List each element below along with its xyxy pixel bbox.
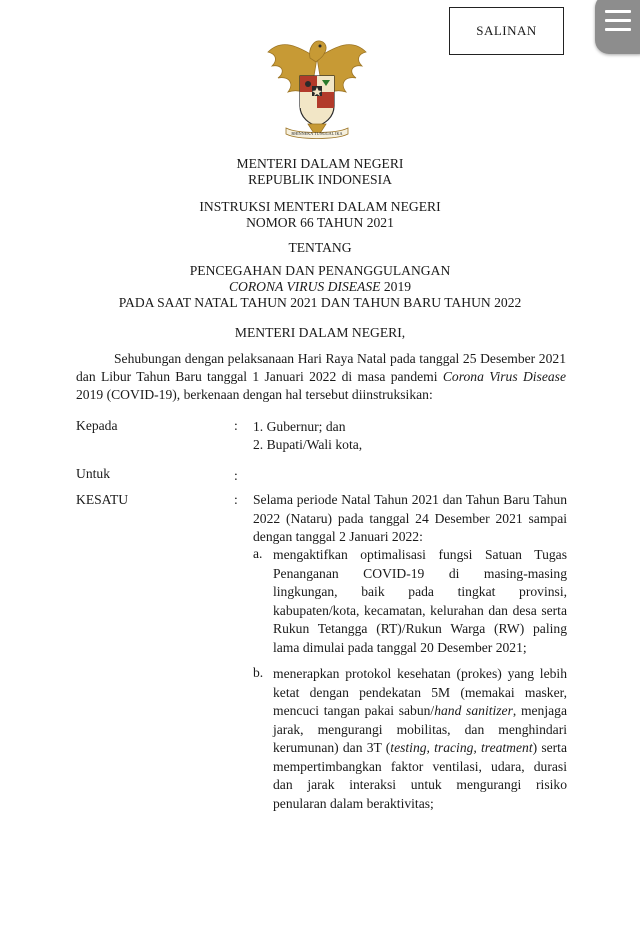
kesatu-colon: : (234, 492, 238, 507)
intro-text-1: Sehubungan dengan pelaksanaan Hari Raya Natal pada tanggal 25 Desember 2021 dan Libur Tahun Baru tanggal 1 Januari 2022 di masa pandemi (76, 351, 566, 384)
kesatu-label: KESATU (76, 492, 129, 507)
item-b-text (273, 665, 567, 813)
item-b-hand-sanitizer: hand sanitizer (434, 703, 513, 718)
tentang-heading: TENTANG (288, 240, 352, 255)
intro-italic: Corona Virus Disease (442, 369, 567, 384)
menu-icon (605, 10, 631, 13)
item-b-label: b. (253, 665, 264, 680)
subject-year: 2019 (380, 279, 412, 294)
untuk-colon: : (234, 468, 238, 483)
subject-line-3: PADA SAAT NATAL TAHUN 2021 DAN TAHUN BARU TAHUN 2022 (118, 295, 522, 310)
item-b-part-1: menerapkan protokol kesehatan (prokes) yang lebih ketat dengan pendekatan 5M (memakai masker, mencuci tangan pakai sabun/ (273, 666, 567, 718)
kepada-item-1: 1. Gubernur; dan (253, 419, 346, 434)
item-b-part-3: , menjaga jarak, mengurangi mobilitas, dan menghindari kerumunan) dan 3T ( (273, 703, 567, 755)
item-a-text: mengaktifkan optimalisasi fungsi Satuan Tugas Penanganan COVID-19 di masing-masing lingkungan, baik pada tingkat provinsi, kabupaten/kota, kecamatan, kelurahan dan desa serta Rukun Tetangga (RT)/Rukun Warga (RW) paling lama dimulai pada tanggal 20 Desember 2021; (273, 547, 567, 655)
header-line-2: REPUBLIK INDONESIA (248, 172, 392, 187)
garuda-emblem (238, 28, 396, 148)
issuer-heading: MENTERI DALAM NEGERI, (234, 325, 406, 340)
intro-paragraph (76, 350, 566, 404)
instruction-number: NOMOR 66 TAHUN 2021 (246, 215, 394, 230)
salinan-label: SALINAN (476, 23, 537, 38)
item-a-label: a. (253, 546, 263, 561)
kepada-label: Kepada (76, 418, 118, 433)
menu-icon-line (605, 19, 631, 22)
svg-text:BHINNEKA TUNGGAL IKA: BHINNEKA TUNGGAL IKA (291, 131, 343, 136)
kepada-colon: : (234, 418, 238, 433)
menu-button[interactable] (595, 0, 640, 54)
kesatu-text: Selama periode Natal Tahun 2021 dan Tahun Baru Tahun 2022 (Nataru) pada tanggal 24 Desember 2021 sampai dengan tanggal 2 Januari 2022: (253, 492, 567, 544)
salinan-stamp (449, 7, 564, 55)
intro-text-2: 2019 (COVID-19), berkenaan dengan hal tersebut diinstruksikan: (76, 387, 433, 402)
instruction-title: INSTRUKSI MENTERI DALAM NEGERI (199, 199, 441, 214)
menu-icon-line-2 (605, 28, 631, 31)
subject-line-1: PENCEGAHAN DAN PENANGGULANGAN (189, 263, 451, 278)
item-b-part-5: ) serta mempertimbangkan faktor ventilasi, udara, durasi dan jarak interaksi untuk mengurangi risiko penularan dalam beraktivitas; (273, 740, 567, 811)
untuk-label: Untuk (76, 466, 110, 481)
kepada-item-2: 2. Bupati/Wali kota, (253, 437, 363, 452)
subject-line-2 (0, 278, 640, 295)
subject-italic: CORONA VIRUS DISEASE (228, 279, 381, 294)
header-line-1: MENTERI DALAM NEGERI (236, 156, 404, 171)
item-b-3t-terms: testing, tracing, treatment (390, 740, 533, 755)
